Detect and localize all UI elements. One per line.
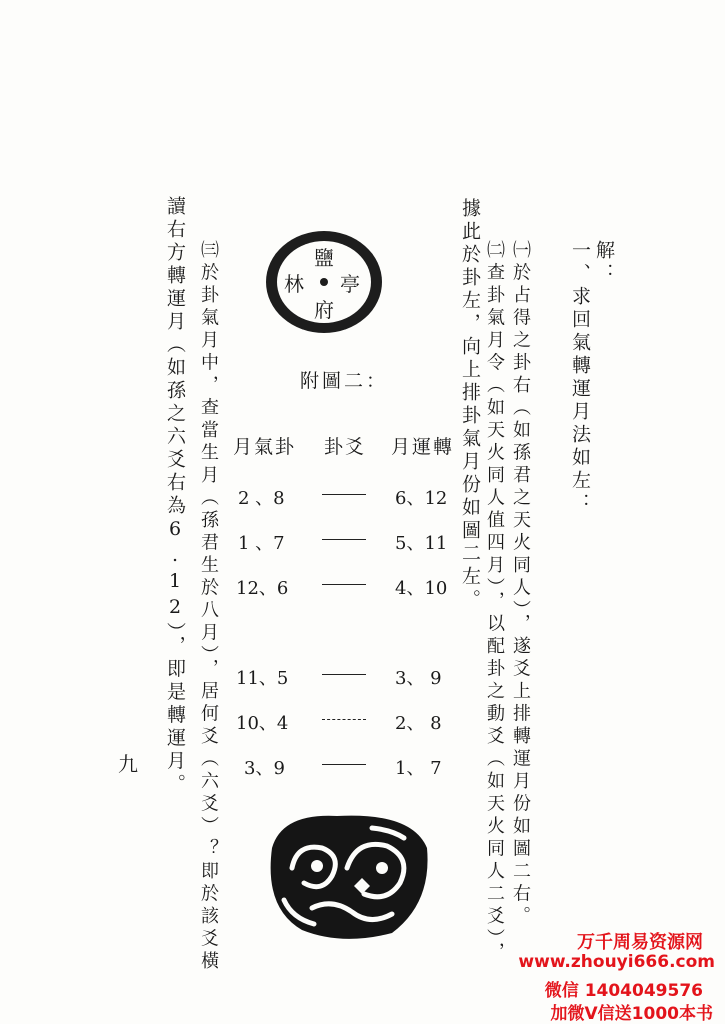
seal-char-bottom: 府 [314,298,334,322]
text-step1: 一、求回氣轉運月法如左： [569,240,591,516]
row-4-right: 3、 9 [395,668,442,689]
figure-caption: 附圖二： [300,370,389,392]
text-sub2-cont: 據此於卦左，向上排卦氣月份如圖二左。 [459,198,481,612]
row-6-right: 1、 7 [395,758,442,779]
row-5-right: 2、 8 [395,713,442,734]
watermark-line-4: 加微V信送1000本书 [550,1004,713,1024]
text-sub2: ㈡查卦氣月令（如天火同人值四月），以配卦之動爻（如天火同人二爻）， [484,240,505,965]
row-3-left: 12、6 [236,578,289,599]
col-header-left: 月氣卦 [233,436,297,458]
text-jie: 解： [593,240,615,286]
watermark-line-2: www.zhouyi666.com [518,952,715,972]
text-sub1: ㈠於占得之卦右（如孫君之天火同人），遂爻上排轉運月份如圖二右。 [510,240,531,929]
row-4-yao-line [322,674,366,675]
row-4-left: 11、5 [236,668,289,689]
row-1-right: 6、12 [395,488,448,509]
row-6-yao-line [322,764,366,765]
watermark-line-1: 万千周易资源网 [577,932,703,953]
watermark-line-3: 微信 1404049576 [544,981,703,1001]
row-6-left: 3、9 [244,758,285,779]
row-5-yao-line [322,719,366,720]
col-header-mid: 卦爻 [324,436,367,458]
row-3-yao-line [322,584,366,585]
page-number: 九 [118,752,138,776]
row-1-left: 2 、8 [238,488,285,509]
row-2-yao-line [322,539,366,540]
col-header-right: 月運轉 [391,436,455,458]
text-sub3-cont: 讀右方轉運月（如孫之六爻右為6.12），即是轉運月。 [164,196,186,797]
row-5-left: 10、4 [236,713,289,734]
row-2-right: 5、11 [395,533,448,554]
cloud-pattern-ornament-image [262,808,432,942]
seal-char-right: 亭 [340,272,360,296]
row-2-left: 1 、7 [238,533,285,554]
seal-char-left: 林 [284,272,304,296]
text-sub3: ㈢於卦氣月中，查當生月（孫君生於八月），居何爻（六爻）？即於該爻橫 [198,240,219,974]
seal-char-top: 鹽 [314,246,334,270]
row-1-yao-line [322,494,366,495]
row-3-right: 4、10 [395,578,448,599]
